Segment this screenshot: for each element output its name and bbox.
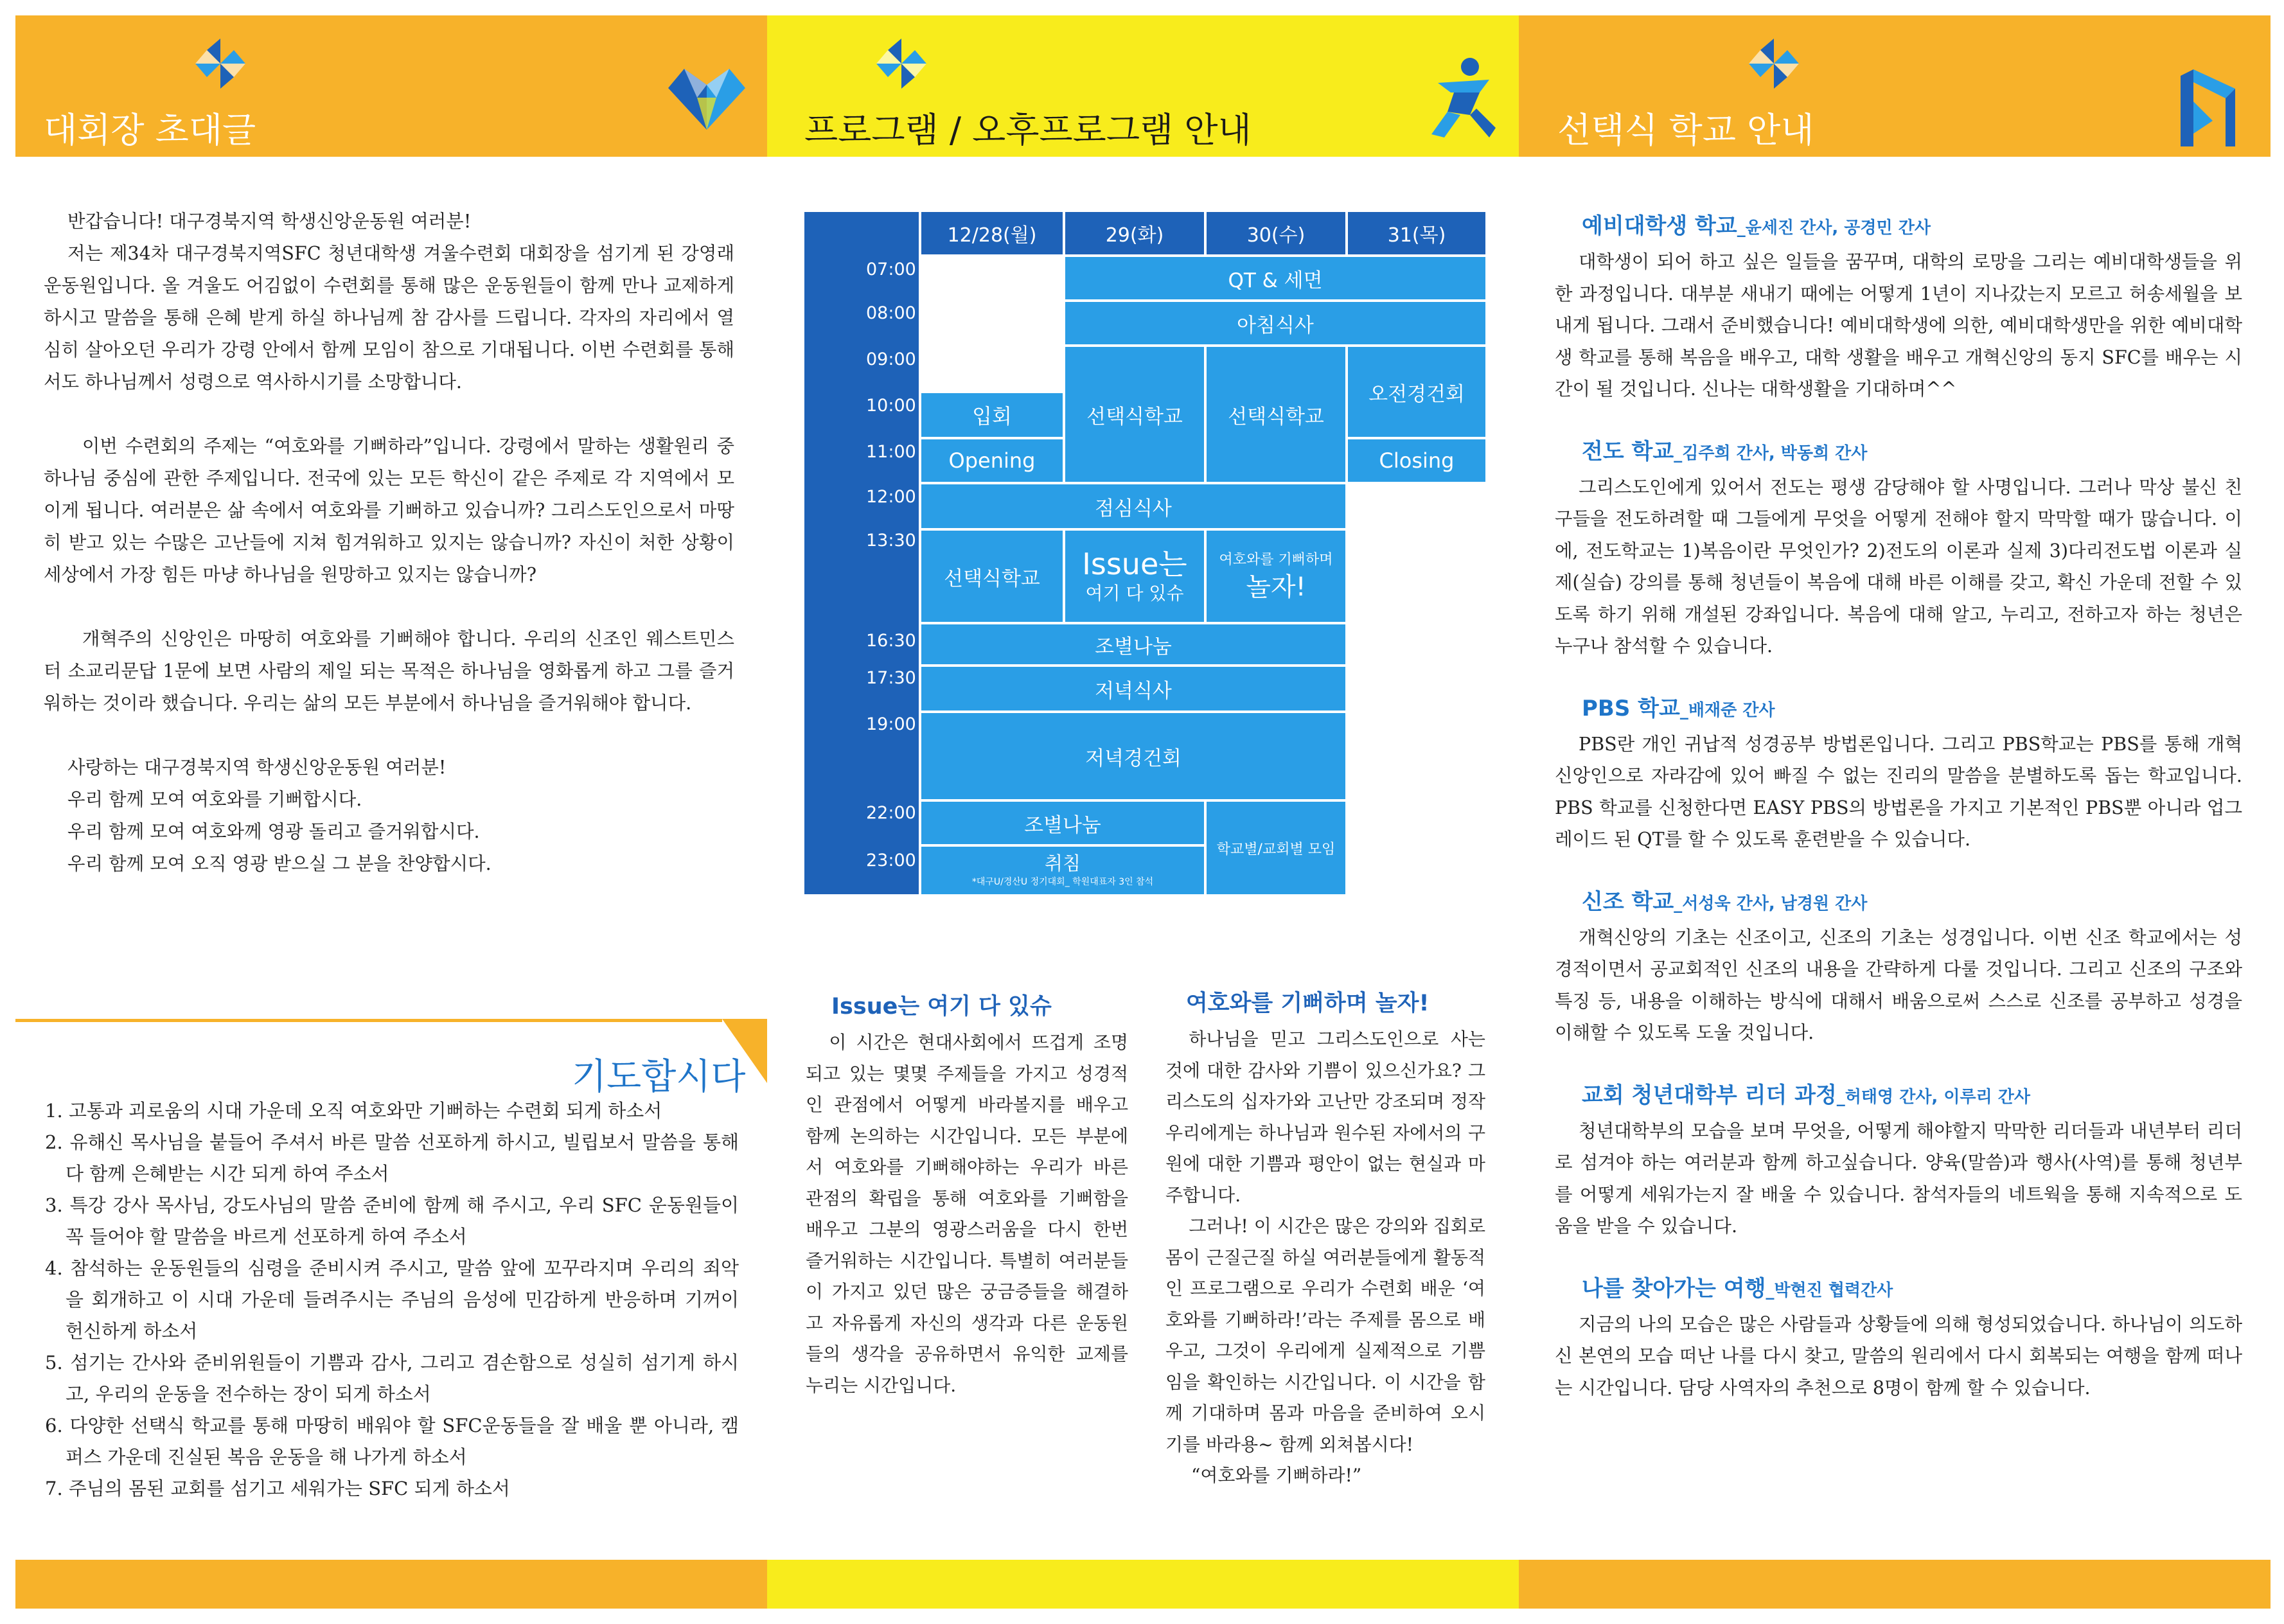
rejoice-article	[1165, 983, 1485, 1492]
mid-footer-band	[767, 1560, 1519, 1609]
school-body: 지금의 나의 모습은 많은 사람들과 상황들에 의해 형성되었습니다. 하나님이 의도하신 본연의 모습 떠난 나를 다시 찾고, 말씀의 원리에서 다시 회복되는 여행을 함께 떠나는 시간입니다. 담당 사역자의 추천으로 8명이 함께 할 수 있습니다.	[1555, 1313, 2242, 1399]
time-label: 07:00	[866, 260, 916, 279]
school-body: 개혁신앙의 기초는 신조이고, 신조의 기초는 성경입니다. 이번 신조 학교에서는 성경적이면서 공교회적인 신조의 내용을 간략하게 다룰 것입니다. 그리고 신조의 구조와 특징 등, 내용을 이해하는 방식에 대해서 배움으로써 스스로 신조를 공부하고 성경을 이해할 수 있도록 도울 것입니다.	[1555, 926, 2242, 1043]
dinner-cell: 저녁식사	[921, 667, 1345, 710]
invitation-greeting: 반갑습니다! 대구경북지역 학생신앙운동원 여러분!	[67, 211, 472, 232]
pinwheel-icon	[874, 36, 929, 91]
rejoice-cell-small: 여호와를 기뻐하며	[1219, 552, 1333, 568]
school-body: 청년대학부의 모습을 보며 무엇을, 어떻게 해야할지 막막한 리더들과 내년부터 리더로 섬겨야 하는 여러분과 함께 하고싶습니다. 양육(말씀)과 행사(사역)를 통해 청년부를 어떻게 세워가는지 잘 배울 수 있습니다. 참석자들의 네트웍을 통해 지속적으로 도움을 받을 수 있습니다.	[1555, 1120, 2242, 1237]
prayer-list	[45, 1095, 739, 1505]
rejoice-body: 그러나! 이 시간은 많은 강의와 집회로 몸이 근질근질 하실 여러분들에게 활동적인 프로그램으로 우리가 수련회 배운 ‘여호와를 기뻐하라!’라는 주제를 몸으로 배우고, 그것이 우리에게 실제적으로 기쁨임을 확인하는 시간입니다. 이 시간을 함께 기대하며 몸과 마음을 준비하여 오시기를 바라용~ 함께 외쳐봅시다!	[1165, 1215, 1485, 1455]
prayer-item: 5. 섬기는 간사와 준비위원들이 기쁨과 감사, 그리고 겸손함으로 성실히 섬기게 하시고, 우리의 운동을 전수하는 장이 되게 하소서	[45, 1352, 739, 1405]
school-list	[1555, 208, 2242, 1432]
sleep-label: 취침	[1044, 852, 1081, 874]
time-label: 09:00	[866, 349, 916, 369]
school-section	[1555, 208, 2242, 405]
day-header: 29(화)	[1065, 212, 1204, 254]
school-body: 대학생이 되어 하고 싶은 일들을 꿈꾸며, 대학의 로망을 그리는 예비대학생들을 위한 과정입니다. 대부분 새내기 때에는 어떻게 1년이 지나갔는지 모르고 허송세월을 보내게 됩니다. 그래서 준비했습니다! 예비대학생에 의한, 예비대학생만을 위한 예비대학생 학교를 통해 복음을 배우고, 대학 생활을 배우고 개혁신앙의 동지 SFC를 배우는 시간이 될 것입니다. 신나는 대학생활을 기대하며^^	[1555, 251, 2242, 400]
elective-cell: 선택식학교	[1065, 347, 1204, 482]
school-name: 예비대학생 학교	[1582, 213, 1737, 239]
day-header: 30(수)	[1207, 212, 1345, 254]
group-sharing-cell: 조별나눔	[921, 624, 1345, 664]
sleep-cell	[921, 847, 1204, 894]
issue-cell-big: Issue는	[1082, 547, 1187, 581]
invitation-paragraph: 개혁주의 신앙인은 마땅히 여호와를 기뻐해야 합니다. 우리의 신조인 웨스트민스터 소교리문답 1문에 보면 사람의 제일 되는 목적은 하나님을 영화롭게 하고 그를 즐거워하는 것이라 했습니다. 우리는 삶의 모든 부분에서 하나님을 즐거워해야 합니다.	[44, 628, 734, 714]
time-label: 10:00	[866, 396, 916, 416]
school-staff: _김주희 간사, 박동희 간사	[1674, 443, 1868, 463]
school-staff: _서성욱 간사, 남경원 간사	[1674, 894, 1868, 914]
school-staff: _허태영 간사, 이루리 간사	[1836, 1087, 2030, 1107]
school-title	[1555, 434, 2242, 472]
time-label: 11:00	[866, 442, 916, 462]
school-body: PBS란 개인 귀납적 성경공부 방법론입니다. 그리고 PBS학교는 PBS를 통해 개혁신앙인으로 자라감에 있어 빠질 수 없는 진리의 말씀을 분별하도록 돕는 학교입니다. PBS 학교를 신청한다면 EASY PBS의 방법론을 가지고 기본적인 PBS뿐 아니라 업그레이드 된 QT를 할 수 있도록 훈련받을 수 있습니다.	[1555, 733, 2242, 850]
prayer-item: 7. 주님의 몸된 교회를 섬기고 세워가는 SFC 되게 하소서	[45, 1478, 510, 1499]
qt-cell: QT & 세면	[1065, 257, 1485, 299]
prayer-item: 6. 다양한 선택식 학교를 통해 마땅히 배워야 할 SFC운동들을 잘 배울 뿐 아니라, 캠퍼스 가운데 진실된 복음 운동을 해 나가게 하소서	[45, 1415, 739, 1468]
rejoice-cell	[1207, 531, 1345, 622]
heart-logo-icon	[662, 59, 752, 136]
n-logo-icon	[2174, 63, 2245, 153]
school-title	[1555, 884, 2242, 922]
school-section	[1555, 434, 2242, 662]
day-header: 31(목)	[1348, 212, 1485, 254]
school-staff: _배재준 간사	[1679, 700, 1775, 720]
time-label: 13:30	[866, 531, 916, 551]
invitation-closing: 우리 함께 모여 오직 영광 받으실 그 분을 찬양합시다.	[67, 853, 491, 874]
pinwheel-icon	[1746, 36, 1802, 91]
invitation-paragraph: 저는 제34차 대구경북지역SFC 청년대학생 겨울수련회 대회장을 섬기게 된 강영래 운동원입니다. 올 겨울도 어김없이 수련회를 통해 많은 운동원들이 함께 만나 교제하게 하시고 말씀을 통해 은혜 받게 하실 하나님께 참 감사를 드립니다. 각자의 자리에서 열심히 살아오던 우리가 강령 안에서 함께 모임이 참으로 기대됩니다. 이번 수련회를 통해서도 하나님께서 성령으로 역사하시기를 소망합니다.	[44, 243, 734, 393]
evening-worship-cell: 저녁경건회	[921, 713, 1345, 799]
issue-body: 이 시간은 현대사회에서 뜨겁게 조명되고 있는 몇몇 주제들을 가지고 성경적인 관점에서 어떻게 바라볼지를 배우고 함께 논의하는 시간입니다. 모든 부분에서 여호와를 기뻐해야하는 우리가 바른 관점의 확립을 통해 여호와를 기뻐함을 배우고 그분의 영광스러움을 다시 한번 즐거워하는 시간입니다. 특별히 여러분들이 가지고 있던 많은 궁금증들을 해결하고 자유롭게 자신의 생각과 다른 운동원들의 생각을 공유하면서 유익한 교제를 누리는 시간입니다.	[806, 1032, 1128, 1396]
invitation-closing: 우리 함께 모여 여호와를 기뻐합시다.	[67, 789, 362, 810]
school-title	[1555, 1077, 2242, 1115]
pinwheel-icon	[193, 36, 248, 91]
breakfast-cell: 아침식사	[1065, 302, 1485, 344]
closing-cell: Closing	[1348, 439, 1485, 482]
day-header: 12/28(월)	[921, 212, 1063, 254]
prayer-item: 1. 고통과 괴로움의 시대 가운데 오직 여호와만 기뻐하는 수련회 되게 하소서	[45, 1100, 662, 1122]
left-footer-band	[15, 1560, 767, 1609]
time-label: 22:00	[866, 803, 916, 823]
time-label: 23:00	[866, 851, 916, 870]
time-label: 17:30	[866, 668, 916, 688]
time-label: 12:00	[866, 487, 916, 507]
rejoice-body: 하나님을 믿고 그리스도인으로 사는 것에 대한 감사와 기쁨이 있으신가요? 그리스도의 십자가와 고난만 강조되며 정작 우리에게는 하나님과 원수된 자에서의 구원에 대한 기쁨과 평안이 없는 현실과 마주합니다.	[1165, 1028, 1485, 1206]
morning-worship-cell: 오전경건회	[1348, 347, 1485, 437]
issue-cell	[1065, 531, 1204, 622]
prayer-item: 2. 유해신 목사님을 붙들어 주셔서 바른 말씀 선포하게 하시고, 빌립보서 말씀을 통해 다 함께 은혜받는 시간 되게 하여 주소서	[45, 1131, 739, 1185]
school-meeting-cell: 학교별/교회별 모임	[1207, 802, 1345, 894]
school-staff: _박현진 협력간사	[1766, 1280, 1893, 1300]
arrival-cell: 입회	[921, 393, 1063, 437]
school-section	[1555, 1077, 2242, 1242]
prayer-item: 3. 특강 강사 목사님, 강도사님의 말씀 준비에 함께 해 주시고, 우리 SFC 운동원들이 꼭 들어야 할 말씀을 바르게 선포하게 하여 주소서	[45, 1194, 739, 1248]
prayer-item: 4. 참석하는 운동원들의 심령을 준비시켜 주시고, 말씀 앞에 꼬꾸라지며 우리의 죄악을 회개하고 이 시대 가운데 들려주시는 주님의 음성에 민감하게 반응하며 기꺼이 헌신하게 하소서	[45, 1257, 739, 1342]
rejoice-slogan: “여호와를 기뻐하라!”	[1191, 1465, 1362, 1486]
issue-title: Issue는 여기 다 있슈	[831, 994, 1052, 1019]
school-section	[1555, 1271, 2242, 1404]
issue-cell-small: 여기 다 있슈	[1085, 583, 1184, 604]
schedule-note: *대구U/경산U 정기대회_ 학원대표자 3인 참석	[971, 877, 1154, 887]
right-header-title: 선택식 학교 안내	[1557, 110, 1814, 150]
school-title	[1555, 1271, 2242, 1309]
school-section	[1555, 884, 2242, 1049]
prayer-divider	[15, 1019, 722, 1022]
group-sharing-cell: 조별나눔	[921, 802, 1204, 844]
school-body: 그리스도인에게 있어서 전도는 평생 감당해야 할 사명입니다. 그러나 막상 불신 친구들을 전도하려할 때 그들에게 무엇을 어떻게 전해야 할지 막막할 때가 많습니다. 이에, 전도학교는 1)복음이란 무엇인가? 2)전도의 이론과 실제 3)다리전도법 이론과 실제(실습) 강의를 통해 청년들이 복음에 대해 바른 이해를 갖고, 확신 가운데 전할 수 있도록 하기 위해 개설된 강좌입니다. 복음에 대해 알고, 누리고, 전하고자 하는 청년은 누구나 참석할 수 있습니다.	[1555, 476, 2242, 657]
opening-cell: Opening	[921, 439, 1063, 482]
school-title	[1555, 691, 2242, 728]
time-label: 16:30	[866, 631, 916, 651]
invitation-letter	[44, 206, 734, 880]
school-name: 전도 학교	[1582, 438, 1674, 464]
school-title	[1555, 208, 2242, 246]
left-header-title: 대회장 초대글	[44, 110, 256, 150]
rejoice-title: 여호와를 기뻐하며 놀자!	[1186, 991, 1430, 1016]
prayer-title: 기도합시다	[572, 1056, 746, 1098]
mid-header-title: 프로그램 / 오후프로그램 안내	[804, 110, 1252, 150]
time-label: 19:00	[866, 714, 916, 734]
school-staff: _윤세진 간사, 공경민 간사	[1737, 218, 1931, 238]
lunch-cell: 점심식사	[921, 484, 1345, 528]
rejoice-cell-big: 놀자!	[1246, 572, 1306, 602]
school-name: PBS 학교	[1582, 695, 1680, 721]
school-name: 나를 찾아가는 여행	[1582, 1275, 1766, 1302]
school-section	[1555, 691, 2242, 856]
invitation-closing: 우리 함께 모여 여호와께 영광 돌리고 즐거워합시다.	[67, 821, 480, 842]
elective-cell: 선택식학교	[1207, 347, 1345, 482]
school-name: 교회 청년대학부 리더 과정	[1582, 1082, 1837, 1108]
right-footer-band	[1519, 1560, 2271, 1609]
runner-logo-icon	[1425, 54, 1502, 144]
invitation-paragraph: 이번 수련회의 주제는 “여호와를 기뻐하라”입니다. 강령에서 말하는 생활원리 중 하나님 중심에 관한 주제입니다. 전국에 있는 모든 학신이 같은 주제로 각 지역에서 모이게 됩니다. 여러분은 삶 속에서 여호와를 기뻐하고 있습니까? 그리스도인으로서 마땅히 받고 있는 수많은 고난들에 지쳐 힘겨워하고 있지는 않습니까? 자신이 처한 상황이 세상에서 가장 힘든 마냥 하나님을 원망하고 있지는 않습니까?	[44, 436, 734, 585]
invitation-closing: 사랑하는 대구경북지역 학생신앙운동원 여러분!	[67, 757, 447, 778]
time-label: 08:00	[866, 303, 916, 323]
elective-cell: 선택식학교	[921, 531, 1063, 622]
school-name: 신조 학교	[1582, 888, 1674, 915]
issue-article	[806, 986, 1128, 1401]
